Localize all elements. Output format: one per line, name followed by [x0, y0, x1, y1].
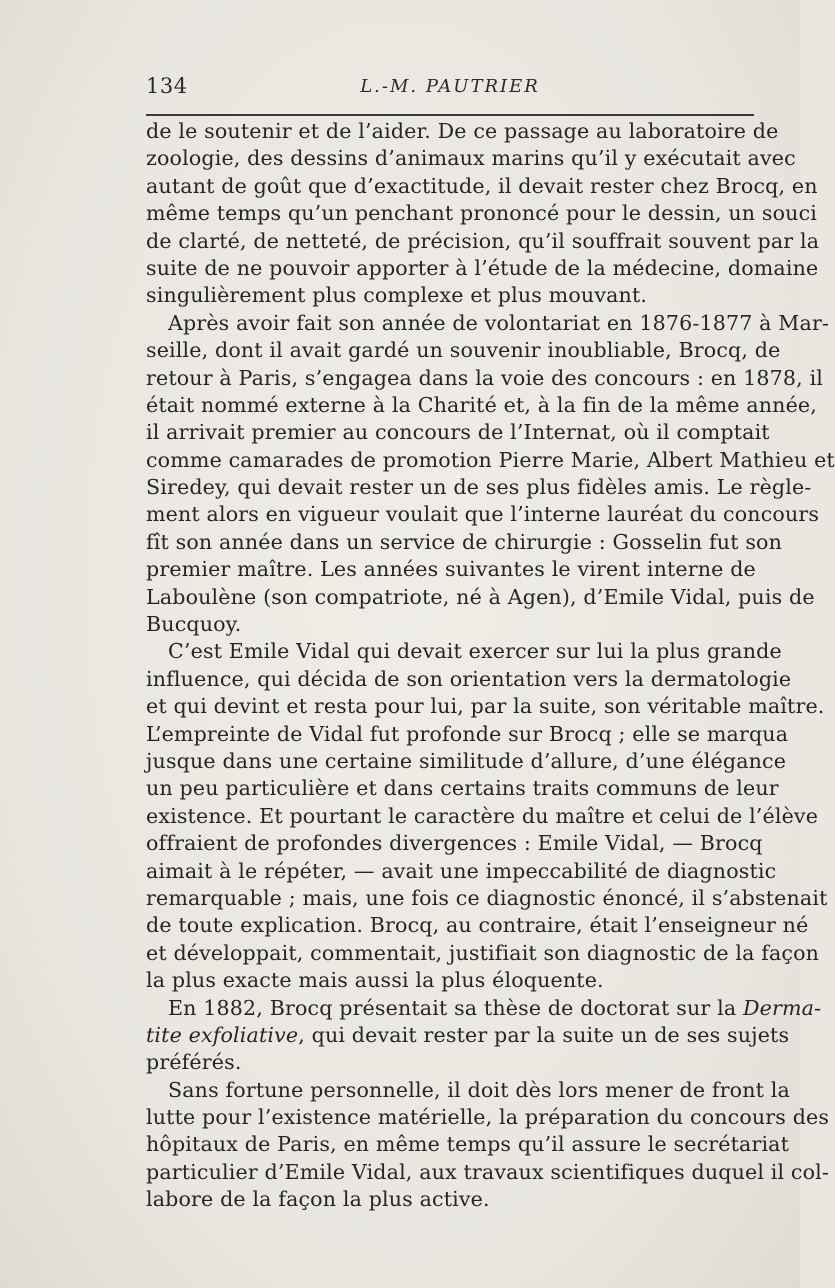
text-line: et développait, commentait, justifiait son diagnostic de la façon — [146, 940, 820, 965]
text-line: Après avoir fait son année de volontariat en 1876-1877 à Mar- — [168, 310, 830, 335]
text-line: de clarté, de netteté, de précision, qu’il souffrait souvent par la — [146, 228, 820, 253]
text-line: de toute explication. Brocq, au contraire, était l’enseigneur né — [146, 913, 809, 938]
text-line: premier maître. Les années suivantes le virent interne de — [146, 557, 756, 582]
text-line — [146, 995, 822, 1022]
text-line: jusque dans une certaine similitude d’allure, d’une élégance — [146, 748, 787, 773]
text-line: la plus exacte mais aussi la plus éloquente. — [146, 968, 604, 993]
text-line: comme camarades de promotion Pierre Marie, Albert Mathieu et — [146, 447, 835, 472]
text-line: fît son année dans un service de chirurgie : Gosselin fut son — [146, 529, 783, 554]
text-line: labore de la façon la plus active. — [146, 1187, 490, 1212]
text-line: il arrivait premier au concours de l’Internat, où il comptait — [146, 420, 770, 445]
italic-title: Derma- — [742, 995, 822, 1020]
text-line: remarquable ; mais, une fois ce diagnostic énoncé, il s’abstenait — [146, 885, 828, 910]
text-line: aimait à le répéter, — avait une impeccabilité de diagnostic — [146, 858, 777, 883]
italic-title: tite exfoliative — [146, 1022, 299, 1047]
text-line: autant de goût que d’exactitude, il devait rester chez Brocq, en — [146, 173, 818, 198]
text-line: préférés. — [146, 1050, 242, 1075]
page-number: 134 — [146, 74, 188, 98]
text-line: un peu particulière et dans certains traits communs de leur — [146, 776, 779, 801]
text-line: L’empreinte de Vidal fut profonde sur Brocq ; elle se marqua — [146, 721, 789, 746]
running-head — [146, 74, 754, 104]
body-text — [146, 118, 835, 1214]
text-line: C’est Emile Vidal qui devait exercer sur lui la plus grande — [168, 639, 782, 664]
text-run: , qui devait rester par la suite un de ses sujets — [298, 1022, 790, 1047]
text-line: suite de ne pouvoir apporter à l’étude de la médecine, domaine — [146, 255, 819, 280]
text-line: et qui devint et resta pour lui, par la suite, son véritable maître. — [146, 694, 825, 719]
text-line: était nommé externe à la Charité et, à la fin de la même année, — [146, 392, 817, 417]
header-rule — [146, 114, 754, 116]
text-line: singulièrement plus complexe et plus mouvant. — [146, 283, 648, 308]
text-line: Sans fortune personnelle, il doit dès lors mener de front la — [168, 1077, 790, 1102]
text-line: de le soutenir et de l’aider. De ce passage au laboratoire de — [146, 119, 779, 143]
running-title: L.-M. PAUTRIER — [360, 76, 540, 97]
text-line: Siredey, qui devait rester un de ses plus fidèles amis. Le règle- — [146, 475, 812, 500]
text-line: lutte pour l’existence matérielle, la préparation du concours des — [146, 1105, 830, 1130]
text-line: ment alors en vigueur voulait que l’interne lauréat du concours — [146, 502, 820, 527]
text-line: particulier d’Emile Vidal, aux travaux scientifiques duquel il col- — [146, 1159, 829, 1184]
text-line: seille, dont il avait gardé un souvenir inoubliable, Brocq, de — [146, 338, 781, 363]
text-line: Bucquoy. — [146, 612, 242, 637]
text-line: retour à Paris, s’engagea dans la voie des concours : en 1878, il — [146, 365, 824, 390]
text-line: offraient de profondes divergences : Emile Vidal, — Brocq — [146, 831, 763, 856]
text-line: influence, qui décida de son orientation vers la dermatologie — [146, 666, 792, 691]
text-line — [146, 1022, 790, 1049]
text-line: zoologie, des dessins d’animaux marins qu’il y exécutait avec — [146, 146, 796, 171]
text-line: hôpitaux de Paris, en même temps qu’il assure le secrétariat — [146, 1132, 790, 1157]
text-run: En 1882, Brocq présentait sa thèse de doctorat sur la — [168, 995, 743, 1020]
text-line: Laboulène (son compatriote, né à Agen), d’Emile Vidal, puis de — [146, 584, 815, 609]
text-line: même temps qu’un penchant prononcé pour le dessin, un souci — [146, 201, 818, 226]
text-line: existence. Et pourtant le caractère du maître et celui de l’élève — [146, 803, 819, 828]
